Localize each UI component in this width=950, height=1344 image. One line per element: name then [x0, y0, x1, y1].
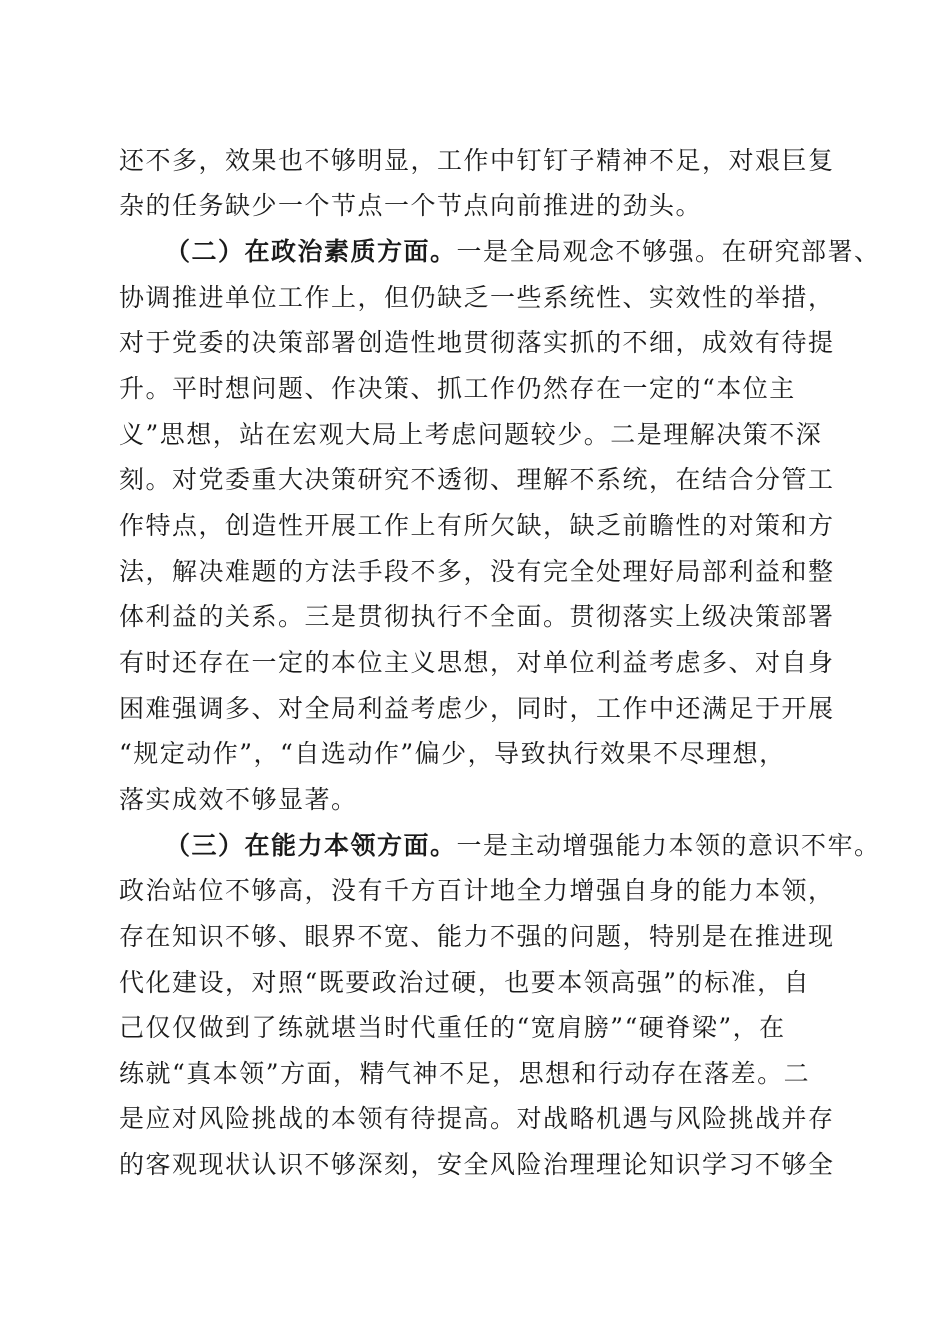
text-run: 一是全局观念不够强。在研究部署、	[456, 237, 881, 266]
text-line: 协调推进单位工作上，但仍缺乏一些系统性、实效性的举措，	[119, 283, 835, 312]
text-line: 是应对风险挑战的本领有待提高。对战略机遇与风险挑战并存	[119, 1104, 835, 1133]
text-line: 对于党委的决策部署创造性地贯彻落实抓的不细，成效有待提	[119, 328, 835, 357]
text-line: 刻。对党委重大决策研究不透彻、理解不系统，在结合分管工	[119, 465, 835, 494]
text-line: 升。平时想问题、作决策、抓工作仍然存在一定的“本位主	[119, 374, 796, 403]
section-heading: （三）在能力本领方面。	[165, 831, 457, 860]
text-line: 体利益的关系。三是贯彻执行不全面。贯彻落实上级决策部署	[119, 602, 835, 631]
text-line: 政治站位不够高，没有千方百计地全力增强自身的能力本领，	[119, 876, 835, 905]
text-line: 义”思想，站在宏观大局上考虑问题较少。二是理解决策不深	[119, 420, 823, 449]
text-line: 的客观现状认识不够深刻，安全风险治理理论知识学习不够全	[119, 1150, 835, 1179]
text-line: 代化建设，对照“既要政治过硬，也要本领高强”的标准，自	[119, 968, 811, 997]
text-line: 还不多，效果也不够明显，工作中钉钉子精神不足，对艰巨复	[119, 146, 835, 175]
text-line: 存在知识不够、眼界不宽、能力不强的问题，特别是在推进现	[119, 922, 835, 951]
paragraph-heading-2	[165, 237, 885, 267]
text-run: 一是主动增强能力本领的意识不牢。	[456, 831, 881, 860]
text-line: 困难强调多、对全局利益考虑少，同时，工作中还满足于开展	[119, 694, 835, 723]
text-line: 落实成效不够显著。	[119, 785, 358, 814]
text-line: “规定动作”，“自选动作”偏少，导致执行效果不尽理想，	[119, 739, 786, 768]
text-line: 己仅仅做到了练就堪当时代重任的“宽肩膀”“硬脊梁”，在	[119, 1013, 786, 1042]
text-line: 有时还存在一定的本位主义思想，对单位利益考虑多、对自身	[119, 648, 835, 677]
text-line: 练就“真本领”方面，精气神不足，思想和行动存在落差。二	[119, 1059, 811, 1088]
text-line: 作特点，创造性开展工作上有所欠缺，缺乏前瞻性的对策和方	[119, 511, 835, 540]
paragraph-heading-3	[165, 831, 885, 861]
text-line: 杂的任务缺少一个节点一个节点向前推进的劲头。	[119, 191, 703, 220]
text-line: 法，解决难题的方法手段不多，没有完全处理好局部利益和整	[119, 557, 835, 586]
section-heading: （二）在政治素质方面。	[165, 237, 457, 266]
